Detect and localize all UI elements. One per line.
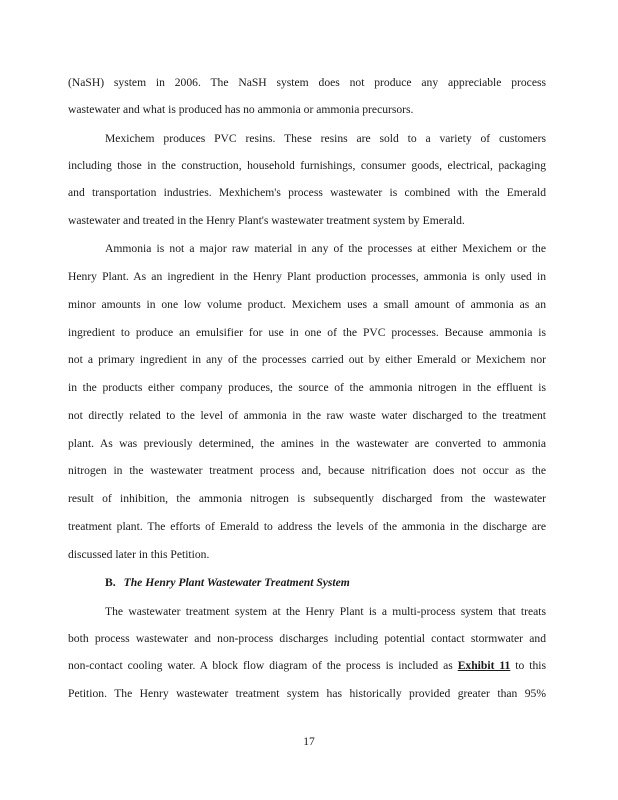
exhibit-line-after: to this (510, 659, 546, 672)
body-line-5: and transportation industries. Mexhichem's process wastewater is combined with the Emerald (68, 186, 546, 199)
section-heading-number: B. (105, 576, 116, 589)
body-line-1: (NaSH) system in 2006. The NaSH system does not produce any appreciable process (68, 76, 546, 89)
section-line-2: both process wastewater and non-process discharges including potential contact stormwater and (68, 632, 546, 645)
section-heading-title: The Henry Plant Wastewater Treatment System (123, 576, 350, 589)
body-line-7: Ammonia is not a major raw material in any of the processes at either Mexichem or the (105, 242, 546, 255)
page-number: 17 (303, 735, 315, 748)
body-line-14: plant. As was previously determined, the amines in the wastewater are converted to ammonia (68, 437, 546, 450)
exhibit-line-before: non-contact cooling water. A block flow diagram of the process is included as (68, 659, 458, 672)
body-line-6: wastewater and treated in the Henry Plant's wastewater treatment system by Emerald. (68, 214, 465, 227)
body-line-12: in the products either company produces, the source of the ammonia nitrogen in the effluent is (68, 381, 546, 394)
body-line-2: wastewater and what is produced has no ammonia or ammonia precursors. (68, 103, 414, 116)
body-line-10: ingredient to produce an emulsifier for use in one of the PVC processes. Because ammonia is (68, 326, 546, 339)
body-line-9: minor amounts in one low volume product. Mexichem uses a small amount of ammonia as an (68, 298, 546, 311)
body-line-16: result of inhibition, the ammonia nitrogen is subsequently discharged from the wastewater (68, 492, 546, 505)
body-line-11: not a primary ingredient in any of the processes carried out by either Emerald or Mexichem nor (68, 353, 546, 366)
section-line-final: Petition. The Henry wastewater treatment system has historically provided greater than 95% (68, 687, 546, 700)
exhibit-11-link[interactable]: Exhibit 11 (457, 659, 511, 672)
body-line-17: treatment plant. The efforts of Emerald to address the levels of the ammonia in the discharge are (68, 520, 546, 533)
body-line-15: nitrogen in the wastewater treatment process and, because nitrification does not occur as the (68, 464, 546, 477)
body-line-18: discussed later in this Petition. (68, 548, 210, 561)
body-line-13: not directly related to the level of ammonia in the raw waste water discharged to the treatment (68, 409, 546, 422)
exhibit-reference-line (68, 659, 546, 673)
body-line-8: Henry Plant. As an ingredient in the Henry Plant production processes, ammonia is only used in (68, 270, 546, 283)
section-line-1: The wastewater treatment system at the Henry Plant is a multi-process system that treats (105, 605, 546, 618)
section-heading (105, 576, 350, 590)
body-line-3: Mexichem produces PVC resins. These resins are sold to a variety of customers (105, 132, 546, 145)
body-line-4: including those in the construction, household furnishings, consumer goods, electrical, packaging (68, 159, 546, 172)
